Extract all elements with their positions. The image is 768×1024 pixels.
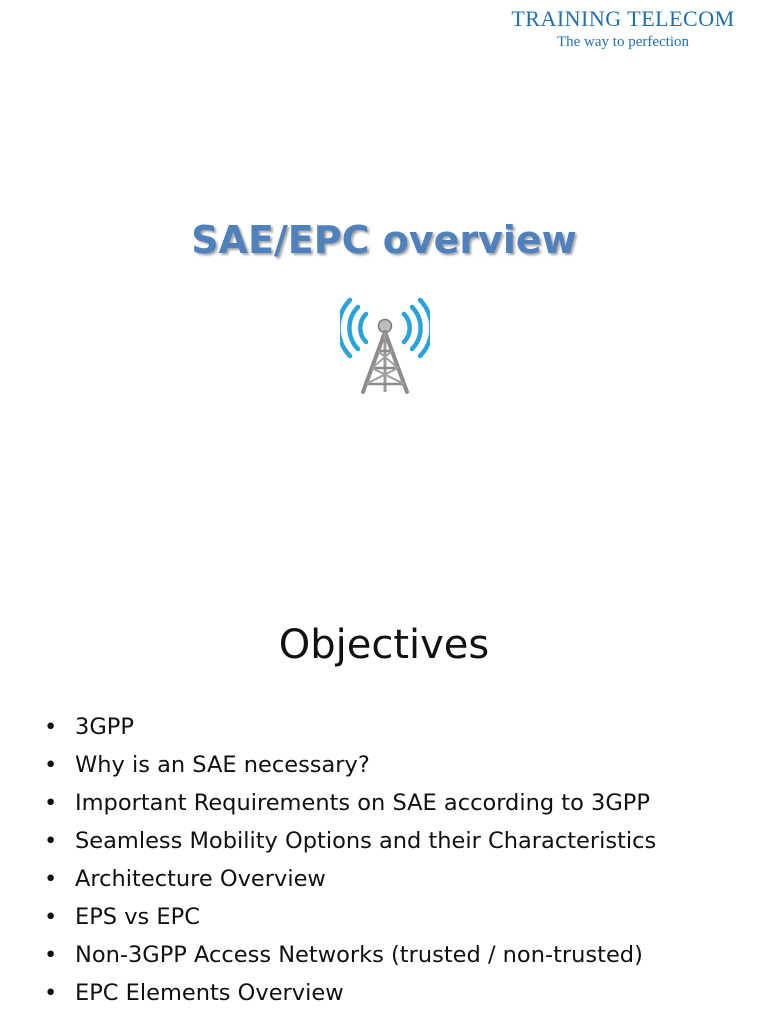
objectives-title: Objectives <box>278 622 490 668</box>
bullet-icon: • <box>44 752 58 778</box>
list-item-text: EPC Elements Overview <box>75 980 344 1006</box>
bullet-icon: • <box>44 828 58 854</box>
brand-tagline: The way to perfection <box>556 34 690 50</box>
list-item <box>44 822 656 860</box>
antenna-tower-icon <box>340 296 430 396</box>
list-item-text: Why is an SAE necessary? <box>75 752 370 778</box>
list-item <box>44 860 656 898</box>
bullet-icon: • <box>44 866 58 892</box>
list-item <box>44 974 656 1012</box>
list-item-text: Non-3GPP Access Networks (trusted / non-trusted) <box>75 942 643 968</box>
bullet-icon: • <box>44 714 58 740</box>
list-item-text: EPS vs EPC <box>75 904 200 930</box>
list-item-text: 3GPP <box>75 714 134 740</box>
list-item-text: Important Requirements on SAE according to 3GPP <box>75 790 650 816</box>
brand-name: TRAINING TELECOM <box>511 6 735 31</box>
bullet-icon: • <box>44 942 58 968</box>
list-item-text: Architecture Overview <box>75 866 326 892</box>
list-item <box>44 784 656 822</box>
list-item <box>44 898 656 936</box>
slide-title: SAE/EPC overview <box>191 218 577 262</box>
bullet-icon: • <box>44 980 58 1006</box>
bullet-icon: • <box>44 790 58 816</box>
list-item <box>44 936 656 974</box>
list-item <box>44 746 656 784</box>
bullet-icon: • <box>44 904 58 930</box>
brand-logo <box>488 6 758 52</box>
list-item <box>44 708 656 746</box>
list-item-text: Seamless Mobility Options and their Characteristics <box>75 828 657 854</box>
objectives-list <box>44 708 656 1012</box>
